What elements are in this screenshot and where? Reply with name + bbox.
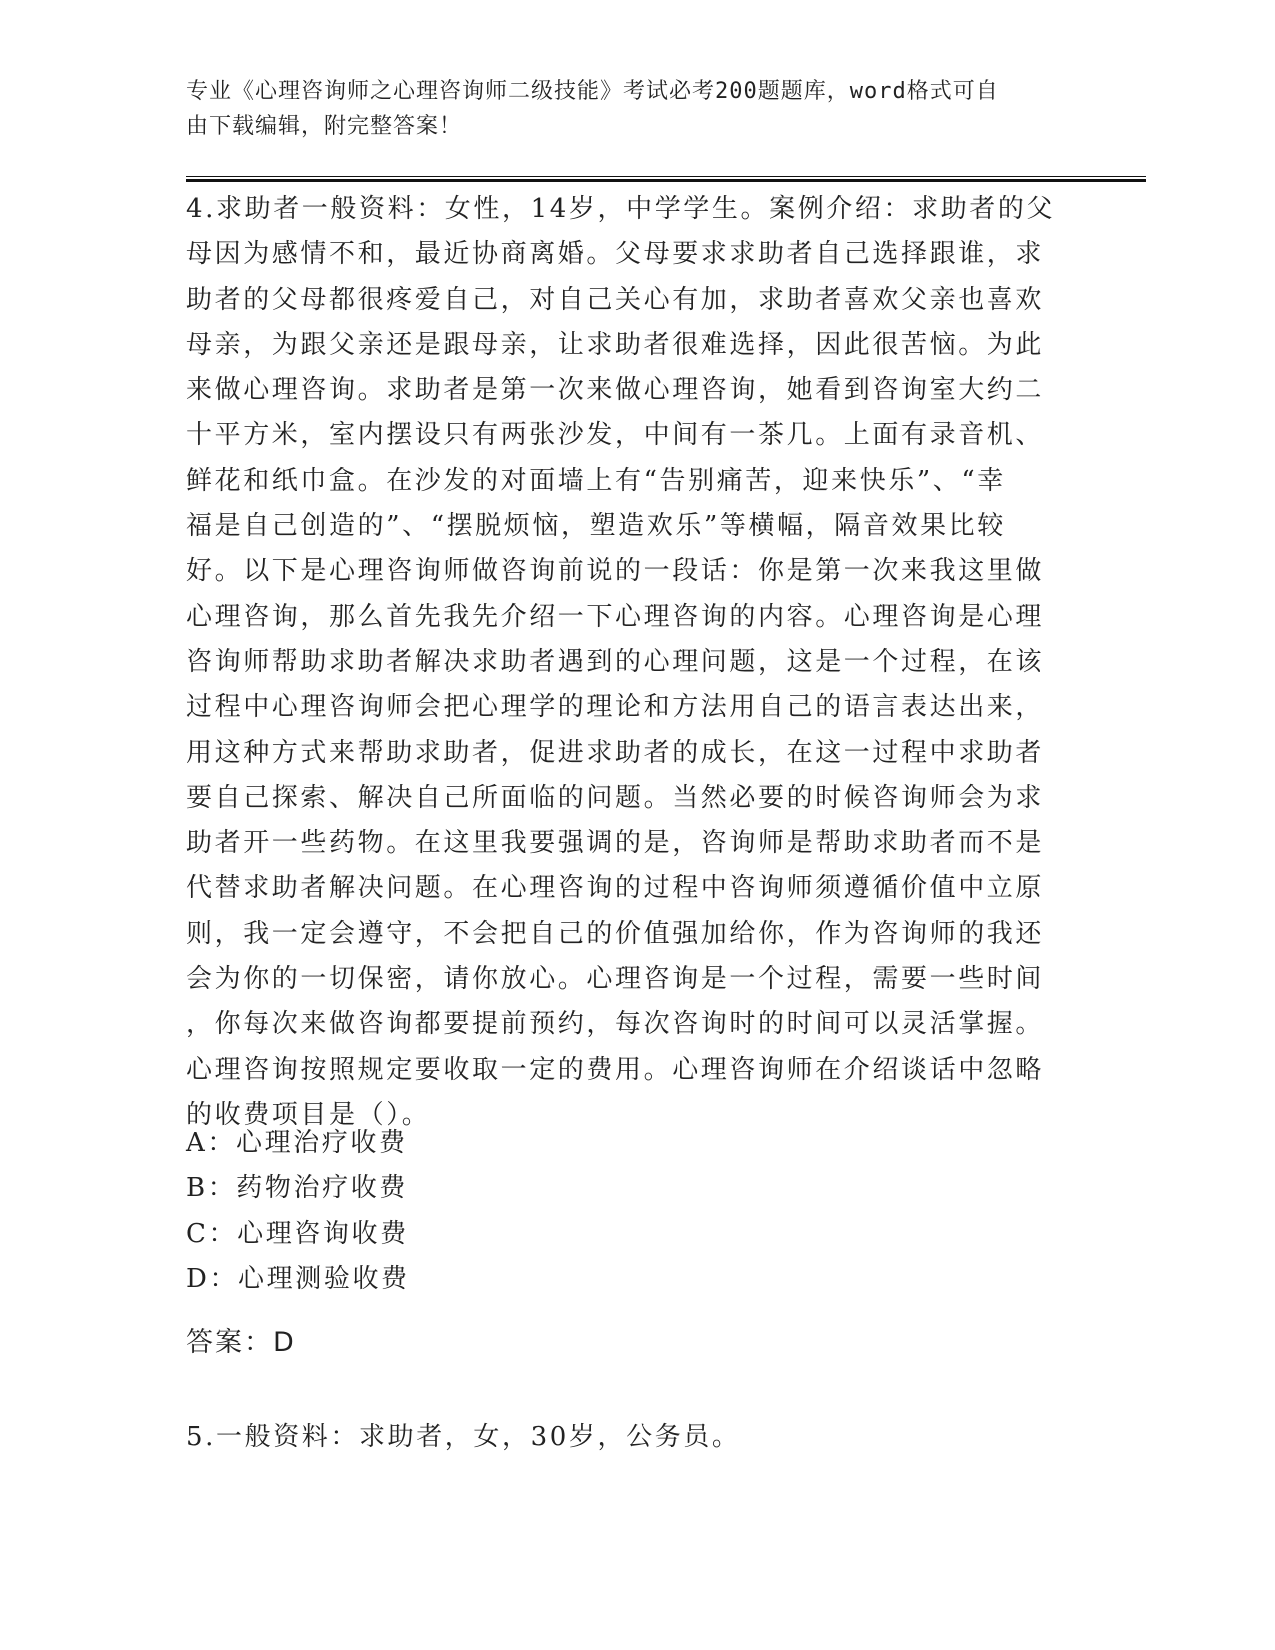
question-4-options [186, 1121, 786, 1302]
option-d: D：心理测验收费 [186, 1263, 410, 1294]
header-line-2: 由下载编辑，附完整答案！ [186, 114, 463, 139]
question-4-text: 4.求助者一般资料：女性，14岁，中学学生。案例介绍：求助者的父 母因为感情不和，最近协商离婚。父母要求求助者自己选择跟谁，求 助者的父母都很疼爱自己，对自己关心有加，求助者喜欢父亲也喜欢 母亲，为跟父亲还是跟母亲，让求助者很难选择，因此很苦恼。为此 来做心理咨询。求助者是第一次来做心理咨询，她看到咨询室大约二 十平方米，室内摆设只有两张沙发，中间有一茶几。上面有录音机、 鲜花和纸巾盒。在沙发的对面墙上有“告别痛苦，迎来快乐”、“幸 福是自己创造的”、“摆脱烦恼，塑造欢乐”等横幅，隔音效果比较 好。以下是心理咨询师做咨询前说的一段话：你是第一次来我这里做 心理咨询，那么首先我先介绍一下心理咨询的内容。心理咨询是心理 咨询师帮助求助者解决求助者遇到的心理问题，这是一个过程，在该 过程中心理咨询师会把心理学的理论和方法用自己的语言表达出来， 用这种方式来帮助求助者，促进求助者的成长，在这一过程中求助者 要自己探索、解决自己所面临的问题。当然必要的时候咨询师会为求 助者开一些药物。在这里我要强调的是，咨询师是帮助求助者而不是 代替求助者解决问题。在心理咨询的过程中咨询师须遵循价值中立原 则，我一定会遵守，不会把自己的价值强加给你，作为咨询师的我还 会为你的一切保密，请你放心。心理咨询是一个过程，需要一些时间 ，你每次来做咨询都要提前预约，每次咨询时的时间可以灵活掌握。 心理咨询按照规定要收取一定的费用。心理咨询师在介绍谈话中忽略 的收费项目是（）。 [186, 194, 1056, 1130]
header-line-1: 专业《心理咨询师之心理咨询师二级技能》考试必考200题题库，word格式可自 [186, 79, 999, 104]
option-b: B：药物治疗收费 [186, 1173, 408, 1204]
question-5-text: 5.一般资料：求助者，女，30岁，公务员。 [186, 1422, 741, 1452]
question-4-answer: 答案：D [186, 1327, 296, 1358]
option-c: C：心理咨询收费 [186, 1218, 409, 1249]
header-divider-thin [186, 176, 1146, 177]
header-divider-thick [186, 179, 1146, 182]
option-a: A：心理治疗收费 [186, 1128, 408, 1158]
document-header [186, 74, 1066, 144]
